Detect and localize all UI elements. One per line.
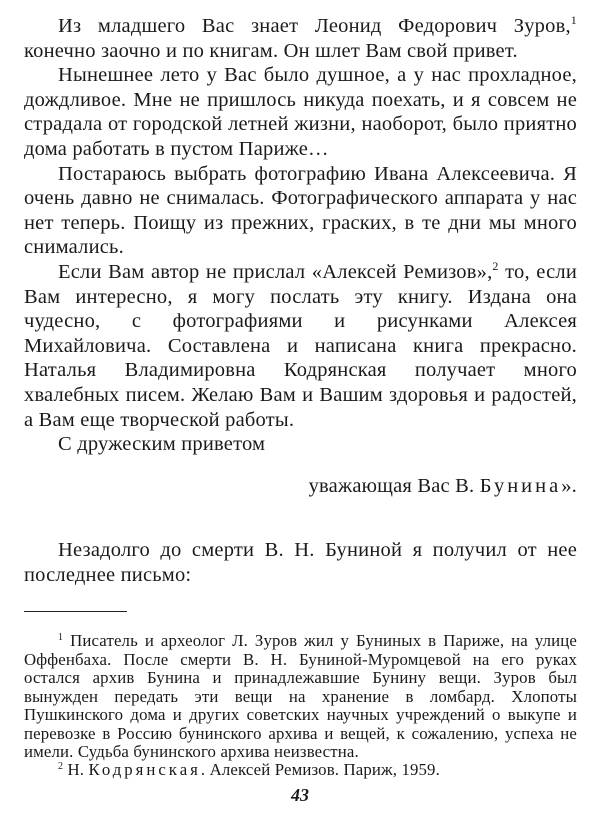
footnote-marker: 2 [58,761,64,773]
narrative-paragraph: Незадолго до смерти В. Н. Буниной я получил от нее последнее письмо: [24,539,577,586]
paragraph-text: конечно заочно и по книгам. Он шлет Вам свой привет. [24,39,518,62]
footnote-2 [24,761,577,779]
paragraph-text: то, если Вам интересно, я могу послать эту книгу. Издана она чудесно, с фотографиями и рисунками Алексея Михайловича. Составлена и написана книга прекрасно. Наталья Владимировна Кодрянская получает много хвалебных писем. Желаю Вам и Вашим здоровья и радостей, а Вам еще творческой работы. [24,260,577,431]
footnote-author-prefix: Н. [63,760,89,780]
paragraph-photo: Постараюсь выбрать фотографию Ивана Алексеевича. Я очень давно не снималась. Фотографического аппарата у нас нет теперь. Поищу из прежних, граских, в те дни мы много снимались. [24,162,577,259]
signature-prefix: уважающая Вас В. [308,474,480,497]
footnote-text: . Алексей Ремизов. Париж, 1959. [200,760,440,780]
footnote-divider [24,611,127,612]
footnote-1 [24,632,577,761]
footnote-author: Кодрянская [88,760,201,780]
footnote-ref-1[interactable]: 1 [570,13,577,27]
signature-suffix: ». [561,474,577,497]
paragraph-text: Из младшего Вас знает Леонид Федорович Зуров, [58,15,571,37]
letter-signature [24,474,577,499]
footnotes [24,632,577,779]
footnote-text: Писатель и археолог Л. Зуров жил у Буниных в Париже, на улице Оффенбаха. После смерти В. Н. Буниной-Муромцевой на его руках остался архив Бунина и принадлежавшие Бунину вещи. Зуров был вынужден передать эти вещи на хранение в ломбард. Хлопоты Пушкинского дома и других советских научных учреждений о выкупе и перевозке в Россию бунинского архива и вещей, к сожалению, успеха не имели. Судьба бунинского архива неизвестна. [24,631,577,761]
paragraph-text: Если Вам автор не прислал «Алексей Ремизов», [58,260,493,283]
signature-name: Бунина [479,474,562,497]
paragraph-zurov [24,14,577,63]
footnote-marker: 1 [58,632,64,644]
book-page [24,14,577,780]
paragraph-summer: Нынешнее лето у Вас было душное, а у нас прохладное, дождливое. Мне не пришлось никуда поехать, и я совсем не страдала от городской летней жизни, наоборот, было приятно дома работать в пустом Париже… [24,64,577,160]
letter-body [24,14,577,587]
letter-closing-greeting: С дружеским приветом [58,433,266,456]
paragraph-remizov-book [24,260,577,432]
page-number: 43 [291,785,309,805]
footnote-ref-2[interactable]: 2 [492,258,499,273]
